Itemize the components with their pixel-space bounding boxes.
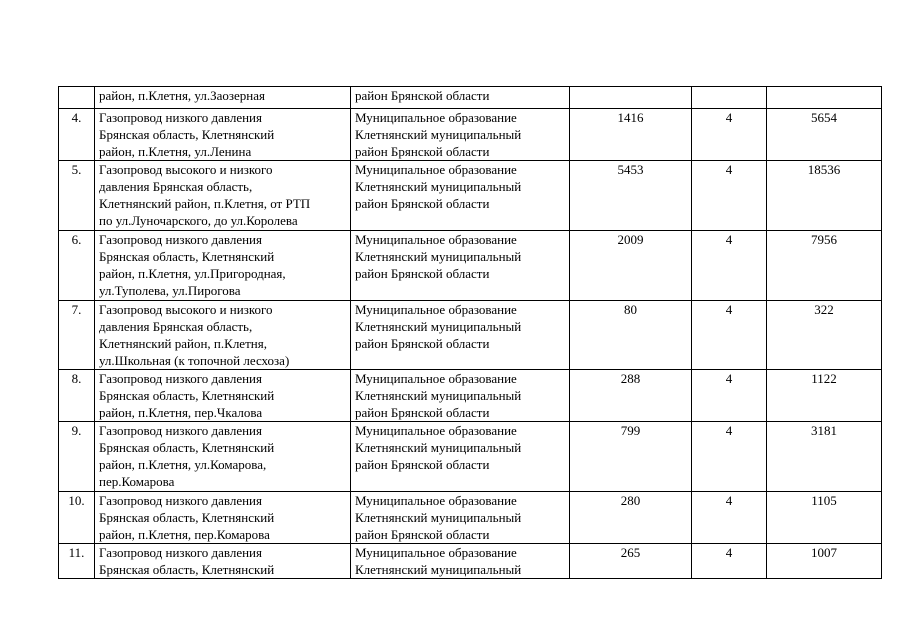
object-name-line: Клетнянский район, п.Клетня,: [99, 336, 267, 351]
object-name-line: район, п.Клетня, ул.Комарова,: [99, 457, 267, 472]
owner-cell: [351, 231, 570, 301]
object-name-line: Брянская область, Клетнянский: [99, 127, 275, 142]
value-cell: [767, 87, 882, 109]
object-name-line: ул.Школьная (к топочной лесхоза): [99, 353, 290, 368]
object-name-cell: [95, 87, 351, 109]
object-name-line: район, п.Клетня, ул.Ленина: [99, 144, 252, 159]
category-cell: 4: [692, 231, 767, 301]
value-cell: 5654: [767, 109, 882, 161]
owner-line: Клетнянский муниципальный: [355, 179, 522, 194]
object-name-cell: [95, 544, 351, 579]
object-name-line: Газопровод низкого давления: [99, 110, 262, 125]
object-name-line: давления Брянская область,: [99, 179, 253, 194]
owner-line: Муниципальное образование: [355, 232, 517, 247]
table-row: [59, 87, 882, 109]
object-name-line: район, п.Клетня, пер.Комарова: [99, 527, 270, 542]
table-body: [59, 87, 882, 579]
owner-line: район Брянской области: [355, 527, 490, 542]
category-cell: 4: [692, 301, 767, 370]
owner-line: район Брянской области: [355, 457, 490, 472]
owner-line: Муниципальное образование: [355, 371, 517, 386]
row-number-cell: 7.: [59, 301, 95, 370]
object-name-line: Брянская область, Клетнянский: [99, 510, 275, 525]
owner-line: Клетнянский муниципальный: [355, 249, 522, 264]
object-name-line: район, п.Клетня, ул.Заозерная: [99, 88, 265, 103]
object-name-line: Брянская область, Клетнянский: [99, 388, 275, 403]
object-name-line: Брянская область, Клетнянский: [99, 440, 275, 455]
object-name-cell: [95, 109, 351, 161]
category-cell: 4: [692, 161, 767, 231]
row-number-cell: 9.: [59, 422, 95, 492]
object-name-line: Газопровод низкого давления: [99, 371, 262, 386]
object-name-line: Брянская область, Клетнянский: [99, 249, 275, 264]
object-name-line: Газопровод низкого давления: [99, 232, 262, 247]
value-cell: 1007: [767, 544, 882, 579]
owner-line: Клетнянский муниципальный: [355, 319, 522, 334]
owner-line: Клетнянский муниципальный: [355, 562, 522, 577]
owner-cell: [351, 422, 570, 492]
length-cell: 280: [570, 492, 692, 544]
owner-cell: [351, 370, 570, 422]
row-number-cell: 5.: [59, 161, 95, 231]
object-name-line: Клетнянский район, п.Клетня, от РТП: [99, 196, 311, 211]
row-number-cell: 11.: [59, 544, 95, 579]
object-name-cell: [95, 422, 351, 492]
owner-line: Муниципальное образование: [355, 302, 517, 317]
object-name-cell: [95, 492, 351, 544]
object-name-line: пер.Комарова: [99, 474, 175, 489]
owner-line: Муниципальное образование: [355, 423, 517, 438]
owner-cell: [351, 161, 570, 231]
length-cell: 265: [570, 544, 692, 579]
object-name-line: ул.Туполева, ул.Пирогова: [99, 283, 241, 298]
table-row: [59, 370, 882, 422]
owner-line: район Брянской области: [355, 336, 490, 351]
owner-line: район Брянской области: [355, 405, 490, 420]
row-number-cell: 10.: [59, 492, 95, 544]
gas-pipeline-table: [58, 86, 882, 579]
object-name-cell: [95, 231, 351, 301]
length-cell: 799: [570, 422, 692, 492]
value-cell: 1122: [767, 370, 882, 422]
owner-cell: [351, 301, 570, 370]
object-name-cell: [95, 301, 351, 370]
table-row: [59, 544, 882, 579]
value-cell: 7956: [767, 231, 882, 301]
object-name-line: по ул.Луночарского, до ул.Королева: [99, 213, 298, 228]
owner-line: Муниципальное образование: [355, 493, 517, 508]
value-cell: 322: [767, 301, 882, 370]
length-cell: 2009: [570, 231, 692, 301]
value-cell: 1105: [767, 492, 882, 544]
row-number-cell: [59, 87, 95, 109]
owner-cell: [351, 109, 570, 161]
row-number-cell: 4.: [59, 109, 95, 161]
table-row: [59, 422, 882, 492]
object-name-line: Газопровод высокого и низкого: [99, 162, 273, 177]
length-cell: 80: [570, 301, 692, 370]
category-cell: 4: [692, 109, 767, 161]
row-number-cell: 8.: [59, 370, 95, 422]
row-number-cell: 6.: [59, 231, 95, 301]
table-row: [59, 161, 882, 231]
object-name-line: Газопровод высокого и низкого: [99, 302, 273, 317]
value-cell: 3181: [767, 422, 882, 492]
owner-line: Клетнянский муниципальный: [355, 127, 522, 142]
object-name-cell: [95, 370, 351, 422]
value-cell: 18536: [767, 161, 882, 231]
owner-cell: [351, 544, 570, 579]
category-cell: 4: [692, 544, 767, 579]
object-name-line: Газопровод низкого давления: [99, 545, 262, 560]
category-cell: 4: [692, 370, 767, 422]
length-cell: 5453: [570, 161, 692, 231]
owner-line: район Брянской области: [355, 266, 490, 281]
owner-line: Клетнянский муниципальный: [355, 388, 522, 403]
owner-line: Муниципальное образование: [355, 545, 517, 560]
object-name-line: Брянская область, Клетнянский: [99, 562, 275, 577]
owner-line: Клетнянский муниципальный: [355, 440, 522, 455]
owner-line: район Брянской области: [355, 88, 490, 103]
object-name-line: Газопровод низкого давления: [99, 493, 262, 508]
category-cell: 4: [692, 422, 767, 492]
category-cell: [692, 87, 767, 109]
table-row: [59, 301, 882, 370]
owner-line: Муниципальное образование: [355, 162, 517, 177]
object-name-line: район, п.Клетня, пер.Чкалова: [99, 405, 263, 420]
owner-line: Муниципальное образование: [355, 110, 517, 125]
table-row: [59, 231, 882, 301]
owner-line: район Брянской области: [355, 144, 490, 159]
category-cell: 4: [692, 492, 767, 544]
length-cell: 1416: [570, 109, 692, 161]
table-row: [59, 109, 882, 161]
owner-cell: [351, 87, 570, 109]
object-name-line: район, п.Клетня, ул.Пригородная,: [99, 266, 286, 281]
object-name-cell: [95, 161, 351, 231]
table-row: [59, 492, 882, 544]
length-cell: 288: [570, 370, 692, 422]
object-name-line: Газопровод низкого давления: [99, 423, 262, 438]
owner-line: район Брянской области: [355, 196, 490, 211]
owner-cell: [351, 492, 570, 544]
length-cell: [570, 87, 692, 109]
owner-line: Клетнянский муниципальный: [355, 510, 522, 525]
object-name-line: давления Брянская область,: [99, 319, 253, 334]
